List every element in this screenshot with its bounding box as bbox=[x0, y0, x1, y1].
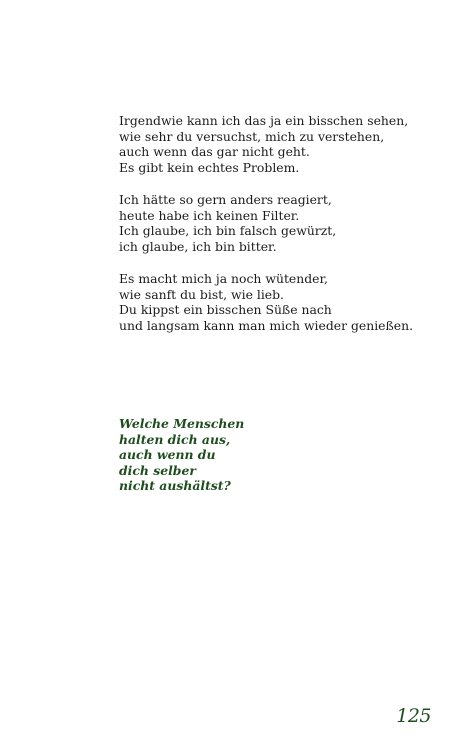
poem-line: heute habe ich keinen Filter. bbox=[119, 207, 300, 223]
poem-line: Du kippst ein bisschen Süße nach bbox=[119, 302, 332, 317]
question-line: halten dich aus, bbox=[119, 431, 231, 447]
question-line: auch wenn du bbox=[119, 447, 216, 462]
poem-line: Irgendwie kann ich das ja ein bisschen sehen, bbox=[119, 113, 409, 128]
poem-body bbox=[119, 113, 449, 350]
poem-line: ich glaube, ich bin bitter. bbox=[119, 238, 277, 254]
stanza-1 bbox=[119, 113, 449, 175]
question-line: nicht aushältst? bbox=[119, 478, 231, 493]
page-number: 125 bbox=[396, 705, 431, 727]
poem-line: wie sanft du bist, wie lieb. bbox=[119, 286, 284, 302]
poem-line: und langsam kann man mich wieder genießen. bbox=[119, 317, 414, 333]
question-line: dich selber bbox=[119, 462, 196, 478]
question-line: Welche Menschen bbox=[119, 416, 245, 431]
poem-line: Es macht mich ja noch wütender, bbox=[119, 271, 328, 286]
poem-line: Ich hätte so gern anders reagiert, bbox=[119, 192, 332, 207]
stanza-2 bbox=[119, 192, 449, 254]
poem-line: wie sehr du versuchst, mich zu verstehen, bbox=[119, 128, 385, 144]
poem-line: auch wenn das gar nicht geht. bbox=[119, 144, 310, 159]
stanza-3 bbox=[119, 271, 449, 333]
reflection-question bbox=[119, 416, 319, 494]
poem-line: Es gibt kein echtes Problem. bbox=[119, 159, 300, 175]
poem-line: Ich glaube, ich bin falsch gewürzt, bbox=[119, 223, 337, 238]
